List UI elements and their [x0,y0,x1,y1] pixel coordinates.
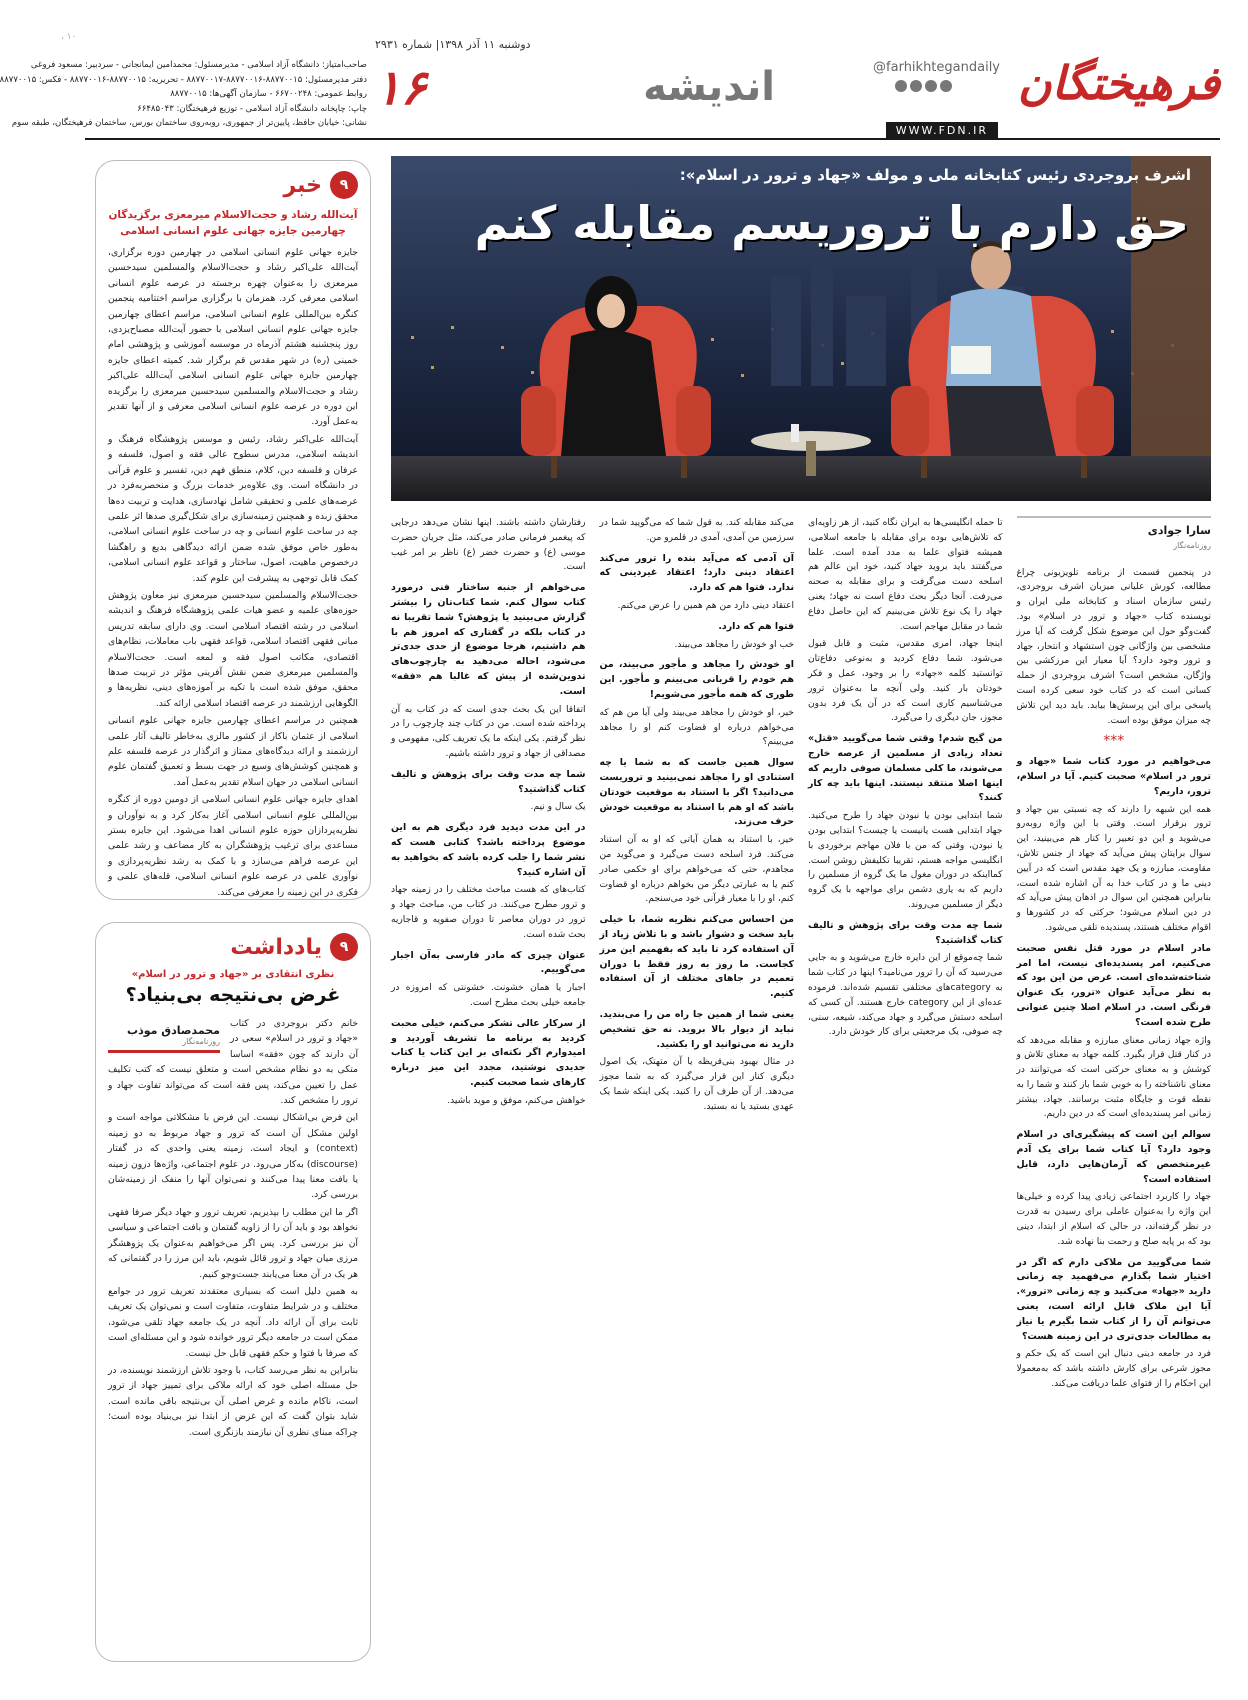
note-paragraph: خانم دکتر بروجردی در کتاب «جهاد و ترور در اسلام» سعی در آن‌ دارند که چون «فقه» اساسا متکی به دو نظام مشخص است و متعلق نیست که کتب تکلیف عمل را تعیین می‌کند، پس فقه است که می‌تواند تفاوت جهاد و ترور را مشخص کند. [108,1018,358,1107]
feature-photo [391,156,1211,501]
social-handle: @farhikhtegandaily [873,60,1000,75]
interview-answer: تا حمله انگلیسی‌ها به ایران نگاه کنید، از هر زاویه‌ای که تلاش‌هایی بوده برای مقابله با جامعه اسلامی، همیشه فتوای علما به مدد آمده است. علما می‌گفتند باید بروید جهاد کنید، خود این عالم هم اسلحه دست می‌گرفت و برای مقابله به صحنه می‌رفت. آنجا دیگر بحث دفاع است نه جهاد؛ یعنی جهاد را یک نوع تلاش می‌بینیم که این حاصل دفاع شما در مقابل مهاجم است. [808,518,1003,632]
interview-question: سوالم این است که پیشگیری‌ای در اسلام وجود دارد؟ آیا کتاب شما برای یک آدم غیرمتخصص که آرمان‌هایی دارد، قابل استفاده است؟ [1016,1129,1211,1185]
page-number: ۱۶ [375,60,427,116]
website-link[interactable]: WWW.FDN.IR [886,122,998,139]
interview-answer: در پنجمین قسمت از برنامه تلویزیونی چراغ مطالعه، کورش علیانی میزبان اشرف بروجردی، رئیس سازمان اسناد و کتابخانه ملی ایران و نویسنده کتاب «جهاد و ترور در اسلام» بود. گفت‌وگو حول این موضوع شکل گرفت که آیا مرز مشخصی بین واژگانی چون استشهاد و انتحار، جهاد و ترور وجود دارد؟ آیا معیار این مرزکشی بین واژگان، مشخص است؟ اشرف بروجردی از حمله کسانی است که در کتاب خود سعی کرده است پاسخی برای این پرسش‌ها بیابد. باید دید این تلاش چه میزان موفق بوده است. [1016,567,1211,726]
note-paragraph: به همین دلیل است که بسیاری معتقدند تعریف ترور در جوامع مختلف و در شرایط متفاوت، متفاوت است و نمی‌توان یک تعریف ثابت برای آن ارائه داد. آنچه در یک جامعه جهاد تلقی می‌شود، ممکن است در جامعه دیگر ترور خوانده شود و این مسئله‌ای است که صرفا با فتوا و حکم فقهی قابل حل نیست. [108,1285,358,1359]
note-body [108,1016,358,1440]
interview-question: فتوا هم که دارد. [718,620,794,632]
interview-answer: خیر، او خودش را مجاهد می‌بیند ولی آیا من هم که می‌خواهم درباره او قضاوت کنم او را مجاهد می‌بینم؟ [599,707,794,748]
note-box [95,922,371,1662]
interview-question: یعنی شما از همین جا راه من را می‌بندید. نباید از دیوار بالا بروید. نه حق تشخیص دارید نه می‌توانید او را بکشید. [599,1008,794,1050]
news-paragraph: همچنین در مراسم اعطای چهارمین جایزه جهانی علوم انسانی اسلامی از عثمان باکار از کشور مالزی به‌خاطر تالیف آثار علمی ارزشمند و ارائه دیدگاه‌های ممتاز و اثرگذار در عرصه فلسفه علم و همچنین کوشش‌های وسیع در جهت بسط و تعمیق گفتمان علوم انسانی اسلامی در جهان اسلام تقدیر به‌عمل آمد. [108,715,358,788]
interview-question: من گیج شدم! وقتی شما می‌گویید «قتل» تعداد زیادی از مسلمین از عرصه خارج می‌شوند، ما کلی مسلمان صوفی داریم که اینها اصلا منتقد نیستند. اینها باید چه کار کنند؟ [808,733,1003,804]
article-columns [391,516,1211,1666]
interview-question: عنوان چیزی که مادر فارسی به‌آن اجبار می‌گوییم. [391,949,586,976]
section-separator: *** [1103,733,1125,750]
interview-question: شما چه مدت وقت برای پژوهش و تالیف کتاب گذاشتید؟ [391,768,586,795]
interview-question: سوال همین جاست که به شما یا چه استنادی او را مجاهد نمی‌بینید و تروریست می‌دانید؟ اگر با استناد به موقعیت خودتان باشد که او هم با استناد به موقعیت خودش حرف می‌زند. [599,757,794,828]
corner-mark: ۱۰ ، [61,32,77,42]
interview-question: مادر اسلام در مورد قتل نفس صحبت می‌کنیم، امر پسندیده‌ای نیست، اما امر شناخته‌شده‌ای است. غرض من این بود که به نظر می‌آید عنوان «ترور، یک عنوان فرنگی است. در اسلام اصلا چنین عنوانی طرح شده است؟ [1016,942,1211,1028]
interview-answer: اعتقاد دینی دارد من هم همین را عرض می‌کنم. [617,600,794,611]
interview-question: شما می‌گویید من ملاکی دارم که اگر در اختیار شما بگذارم می‌فهمید چه زمانی دارید «جهاد» می‌کنید و چه زمانی «ترور». آیا این ملاک قابل ارائه است، یعنی می‌توانم آن را از کتاب شما بگیرم یا نیاز به مطالعات جدی‌تری در این زمینه هست؟ [1016,1256,1211,1342]
aparat-icon[interactable] [940,80,952,92]
note-paragraph: اگر ما این مطلب را بپذیریم، تعریف ترور و جهاد دیگر صرفا فقهی نخواهد بود و باید آن را از زاویه گفتمان و بافت اجتماعی و سیاسی آن نیز بررسی کرد. پس اگر می‌خواهیم به‌عنوان یک پژوهشگر مرزی میان جهاد و ترور قائل شویم، باید این مرز را در گفتمانی که هر یک در آن معنا می‌یابند جست‌وجو کنیم. [108,1206,358,1280]
interview-answer: جهاد را کاربرد اجتماعی زیادی پیدا کرده و خیلی‌ها این واژه را به‌عنوان عاملی برای رسیدن به قدرت در نظر گرفته‌اند، در حالی که اسلام از ابتدا، دینی بود که بر پایه صلح و رحمت بنا نهاده شد. [1016,1192,1211,1247]
article-column [391,516,586,1666]
news-body [108,245,358,900]
interview-question: می‌خواهیم در مورد کتاب شما «جهاد و ترور در اسلام» صحبت کنیم. آیا در اسلام، ترور، داریم؟ [1016,756,1211,797]
interview-answer: خیر، با استناد به همان آیاتی که او به آن استناد می‌کند. فرد اسلحه دست می‌گیرد و می‌گوید من مجاهدم، حتی که می‌خواهم برای او حکمی صادر کنم یا به عبارتی دیگر من بخواهم درباره او قضاوت کنم، او را با معیار قرآنی خود می‌سنجم. [599,835,794,905]
news-box-header [108,171,358,199]
news-paragraph: اهدای جایزه جهانی علوم انسانی اسلامی از دومین دوره از کنگره بین‌المللی علوم انسانی اسلامی آغاز به‌کار کرد و به نوآوران و نظریه‌پردازان حوزه علوم انسانی اهدا می‌شود. این جایزه بستر مساعدی برای ترغیب پژوهشگران به کار مضاعف و رشد علمی این عرصه فراهم می‌سازد و با کمک به رشد نظریه‌پردازی و نوآوری علمی در عرصه علوم انسانی اسلامی، قله‌های علمی و فکری در این زمینه را معرفی می‌کند. [108,794,358,898]
news-box [95,160,371,900]
interview-answer: اجبار یا همان خشونت. خشونتی که امروزه در جامعه خیلی بحث مطرح است. [391,983,586,1008]
interview-question: شما چه مدت وقت برای پژوهش و تالیف کتاب گذاشتید؟ [808,919,1003,946]
credit-line: چاپ: چاپخانه دانشگاه آزاد اسلامی - توزیع فرهیختگان: ۶۶۴۸۵۰۴۳ [137,103,367,114]
feature-headline[interactable]: حق دارم با تروریسم مقابله کنم [474,196,1189,250]
interview-answer: در مثال بهبود بنی‌قریظه یا آن متهتک، یک اصول دیگری کنار این قرار می‌گیرد که به شما مجوز می‌دهد. از آن طرف آن را کنید. یکی اینکه شما یک عهدی بستید یا نه بستید. [599,1057,794,1112]
interview-question: او خودش را مجاهد و مأجور می‌بیند، من هم خودم را قربانی می‌بینم و مأجور. این طوری که همه مأجور می‌شویم! [599,659,794,700]
credit-line: دفتر مدیرمسئول: ۸۸۷۷۰۰۱۵-۸۸۷۷۰۰۱۶-۸۸۷۷۰۰۱۷ - تحریریه: ۸۸۷۷۰۰۱۵-۸۸۷۷۰۰۱۶ - فکس: ۸۸۷۷۰۰۱۵ [0,74,367,85]
twitter-icon[interactable] [925,80,937,92]
feature-kicker: اشرف بروجردی رئیس کتابخانه ملی و مولف «جهاد و ترور در اسلام»: [679,166,1191,184]
news-paragraph: آیت‌الله علی‌اکبر رشاد، رئیس و موسس پژوهشگاه فرهنگ و اندیشه اسلامی، مدرس سطوح عالی فقه و اصول، فلسفه و عرفان و فلسفه دین، کلام، منطق فهم دین، تفسیر و علوم قرآنی در دانشگاه است. وی علاوه‌بر خدمات بزرگ و منحصربه‌فرد در عرصه‌های علمی و تحقیقی شامل نهادسازی، هدایت و تربیت ده‌ها محقق زبده و همچنین زمینه‌سازی برای شکل‌گیری صدها اثر علمی چه در ساحت علوم انسانی و چه در ساحت علوم انسانی اسلامی، به‌طور خاص موفق شده ضمن ارائه دیدگاهی بدیع و راهگشا درخصوص ماهیت، اصول، ساختار و قواعد علوم انسانی اسلامی، کمک قابل توجهی به پیشرفت این علوم کند. [108,433,358,584]
article-column [600,516,795,1666]
interview-answer: شما چه‌موقع از این دایره خارج می‌شوید و به جایی می‌رسید که آن را ترور می‌نامید؟ اینها در کتاب شما به category‌های مختلفی تقسیم شده‌اند. فرموده عده‌ای از این category خارج هستند. آن کسی که اسلحه دستش می‌گیرد و جهاد می‌کند، شیعه، سنی، چه صوفی، یک مرجعیتی برای کار خودش دارد. [808,953,1003,1038]
credit-line: صاحب‌امتیاز: دانشگاه آزاد اسلامی - مدیرمسئول: محمدامین ایمانجانی - سردبیر: مسعود فروغی [30,60,367,70]
note-box-header [108,933,358,961]
credit-line: روابط عمومی: ۶۶۷۰۰۲۴۸ - سازمان آگهی‌ها: ۸۸۷۷۰۰۱۵ [170,89,367,99]
interview-answer: فرد در جامعه دینی دنبال این است که یک حکم و مجوز شرعی برای کارش داشته باشد که به‌معمولا این احکام را از فتوای علما دریافت می‌کند. [1016,1349,1211,1390]
interview-question: از سرکار عالی تشکر می‌کنم، خیلی محبت کردید به برنامه ما تشریف آوردید و امیدوارم اگر نکته‌ای بر این کتاب یا کتاب جدیدی نوشتید، مجدد این میز درباره کارهای شما صحبت کنیم. [391,1017,586,1088]
interview-answer: شما ابتدایی بودن یا نبودن جهاد را طرح می‌کنید. جهاد ابتدایی هست یانیست یا چیست؟ ابتدایی بودن یا نبودن، وقتی که من با فلان مهاجم برخوردی با انگلیسی مواجه هستم، تقریبا تکلیفش روشن است. کما‌اینکه در دوران مغول ما یک گروه از مسلمین را داریم که به یاری دشمن برای مواجهه با یک گروه دیگر از مسلمین می‌روند. [808,811,1003,910]
note-paragraph: این فرض بی‌اشکال نیست. این فرض با مشکلاتی مواجه است و اولین مشکل آن است که ترور و جهاد مربوط به دو زمینه (context) و ایجاد است. زمینه یعنی واحدی که در گفتار (discourse) به‌کار می‌رود. در علوم اجتماعی، واژه‌ها درون زمینه یا بافت معنا پیدا می‌کنند و نمی‌توان آنها را منفک از زمینه‌شان بررسی کرد. [108,1112,358,1201]
article-column [808,516,1003,1666]
credits-block [0,58,367,131]
interview-answer: کتاب‌های که هست مباحث مختلف را در زمینه جهاد و ترور مطرح می‌کنند. در کتاب من، مباحث جهاد و ترور در دوران معاصر تا دوران صفویه و قاجاریه بحث شده است. [391,885,586,940]
news-headline[interactable]: آیت‌الله رشاد و حجت‌الاسلام میرمعزی برگزیدگان چهارمین جایزه جهانی علوم انسانی اسلامی [108,209,358,237]
telegram-icon[interactable] [910,80,922,92]
note-kicker: نظری انتقادی بر «جهاد و ترور در اسلام» [131,969,335,980]
note-headline[interactable]: غرض بی‌نتیجه بی‌بنیاد؟ [125,984,341,1006]
interview-answer: یک سال و نیم. [530,802,586,813]
news-paragraph: حجت‌الاسلام والمسلمین سیدحسین میرمعزی نیز معاون پژوهش حوزه‌های علمیه و عضو هیات علمی پژوهشگاه فرهنگ و اندیشه اسلامی در رشته اقتصاد اسلامی است. وی دارای سابقه تدریس مبانی فقهی اقتصاد اسلامی، قواعد فقهی باب معاملات، نظام‌های اقتصادی، مکاتب اصول فقه و لمعه است. حجت‌الاسلام والمسلمین میرمعزی ضمن نقش آفرینی مؤثر در تربیت صدها محقق، موفق شده است با تکیه بر آموزه‌های دینی، نظریه‌ها و الگوهایی ارزشمند در عرصه اقتصاد اسلامی ارائه کند. [108,589,358,709]
note-badge-icon: ۹ [330,933,358,961]
instagram-icon[interactable] [895,80,907,92]
news-paragraph: جایزه جهانی علوم انسانی اسلامی در چهارمین دوره برگزاری، آیت‌الله علی‌اکبر رشاد و حجت‌الاسلام والمسلمین سیدحسین میرمعزی را به‌عنوان چهره برجسته در عرصه علوم انسانی اسلامی معرفی کرد. همزمان با برگزاری مراسم اختتامیه پنجمین کنگره بین‌المللی علوم انسانی اسلامی، مراسم اعطای چهارمین جایزه جهانی علوم انسانی اسلامی با حضور آیت‌الله مصباح‌یزدی، روز پنجشنبه هشتم آذرماه در موسسه آموزشی و پژوهشی امام خمینی (ره) در شهر مقدس قم برگزار شد. کمیته اعطای جایزه چهارمین جایزه جهانی علوم انسانی اسلامی آیت‌الله علی‌اکبر رشاد و حجت‌الاسلام والمسلمین سیدحسین میرمعزی را برگزیده این دوره در عرصه علوم انسانی اسلامی معرفی و از آنها تقدیر به‌عمل آورد. [108,247,358,428]
feature-author-role: روزنامه‌نگار [1173,540,1211,550]
note-box-title: یادداشت [230,934,322,960]
interview-answer: خب او خودش را مجاهد می‌بیند. [674,639,794,650]
interview-answer: واژه جهاد زمانی معنای مبارزه و مقابله می‌دهد که در کنار قتل قرار بگیرد. کلمه جهاد به معنای تلاش و کوشش و به معنای حرکتی است که می‌توانند در معنای ناشناخته را به خوبی شما باز کنند و شما را به نقطه قوت و جایگاه مثبت برسانند. جهاد، بیشتر زمانی امر پسندیده‌ای است که در دین داریم. [1016,1035,1211,1120]
interview-answer: اتفاقا این یک بحث جدی است که در کتاب به آن پرداخته شده است. من در کتاب چند چارچوب را در نظر گرفتم. یکی اینکه ما یک تعریف کلی، مفهومی و مصداقی از جهاد و ترور داشته باشیم. [391,704,586,759]
section-title: اندیشه [643,64,775,110]
interview-answer: اینجا جهاد، امری مقدس، مثبت و قابل قبول می‌شود. شما دفاع کردید و به‌نوعی دفاع‌تان توانستید کلمه «جهاد» را بر وجود، عمل و فکر خودتان بار کنید. ولی آنچه ما به‌عنوان ترور می‌شناسیم کاری است که در آن یک فرد بدون مجوز، جان دیگری را می‌گیرد. [808,639,1003,724]
interview-answer: می‌کند مقابله کند. به قول شما که می‌گویید شما در سرزمین من آمدی، آمدی در قلمرو من. [599,518,794,543]
note-author-name: محمدصادق موذب [127,1024,220,1037]
interview-answer: خواهش می‌کنم، موفق و موید باشید. [447,1095,586,1106]
note-byline [108,1024,220,1053]
credit-line: نشانی: خیابان حافظ، پایین‌تر از جمهوری، روبه‌روی ساختمان بورس، ساختمان فرهیختگان، طبقه سوم [11,118,367,128]
interview-answer: همه این شبهه را دارند که چه نسبتی بین جهاد و ترور برقرار است. وقتی با این واژه روبه‌رو می‌شوید و این دو تعبیر را کنار هم می‌بینید، این سوال برایتان پیش می‌آید که جهاد از جنس تلاش، مقاومت، مبارزه و یک جهد مقدس است که در آیین دینی ما و در کتاب خدا به آن اشاره شده است، بنابراین همچنین این سوال در اذهان پیش می‌آید که در دین اسلام می‌شود؛ حرکتی که در کشورها و اقوام مختلف هستند، پسندیده تلقی می‌شود. [1016,804,1211,933]
interview-question: من احساس می‌کنم نظریه شما، با خیلی باید سخت و دشوار باشد و با تلاش زیاد از آن استفاده کرد تا باید که بفهمیم این مرز کجاست. ما روز به روز فقط با دوران تعمیم در جاهای مختلف از آن استفاده کنیم. [599,914,794,1000]
news-box-title: خبر [283,172,322,198]
interview-question: می‌خواهم از جنبه ساختار فنی درمورد کتاب سوال کنم. شما کتاب‌تان را بیشتر گزارش می‌بینید یا پژوهش؟ شما تقریبا نه در کتاب بلکه در گفتاری که امروز هم با هم داشتیم، هرجا موضوع از حدی جدی‌تر می‌شود، احاله می‌دهید به چارچوب‌های تدوین‌شده از پیش که غالبا هم «فقه» است. [391,582,586,697]
social-icons [895,80,952,92]
interview-question: در این مدت دیدید فرد دیگری هم به این موضوع پرداخته باشد؟ کتابی هست که نشر شما را جلب کرده باشد که بخواهید به آن اشاره کنید؟ [391,822,586,878]
news-badge-icon: ۹ [330,171,358,199]
feature-byline [1017,516,1212,558]
feature-author-name: سارا جوادی [1147,524,1211,537]
note-author-role: روزنامه‌نگار [182,1037,220,1046]
newspaper-logo[interactable]: فرهیختگان [1017,56,1220,110]
interview-question: آن آدمی که می‌آید بنده را ترور می‌کند اعتقاد دینی دارد؛ اعتقاد غیردینی که ندارد. فتوا هم که دارد. [599,552,794,594]
interview-answer: رفتارشان داشته باشند. اینها نشان می‌دهد درجایی که پیغمبر فرمانی صادر می‌کند، مثل جریان حضرت موسی (ع) و حضرت خضر (ع) ناظر بر امر غیب است. [391,518,586,573]
note-paragraph: بنابراین به نظر می‌رسد کتاب، با وجود تلاش ارزشمند نویسنده، در حل مسئله اصلی خود که ارائه ملاکی برای تمییز جهاد از ترور است، ناکام مانده و غرض اصلی آن بی‌نتیجه باقی مانده است. شاید بتوان گفت که این غرض از ابتدا نیز بی‌بنیاد بوده است؛ چراکه مبنای نظری آن نیازمند بازنگری است. [108,1364,358,1438]
issue-date: دوشنبه ۱۱ آذر ۱۳۹۸| شماره ۲۹۳۱ [375,38,531,51]
sidebar [95,160,371,1662]
article-column [1017,516,1212,1666]
